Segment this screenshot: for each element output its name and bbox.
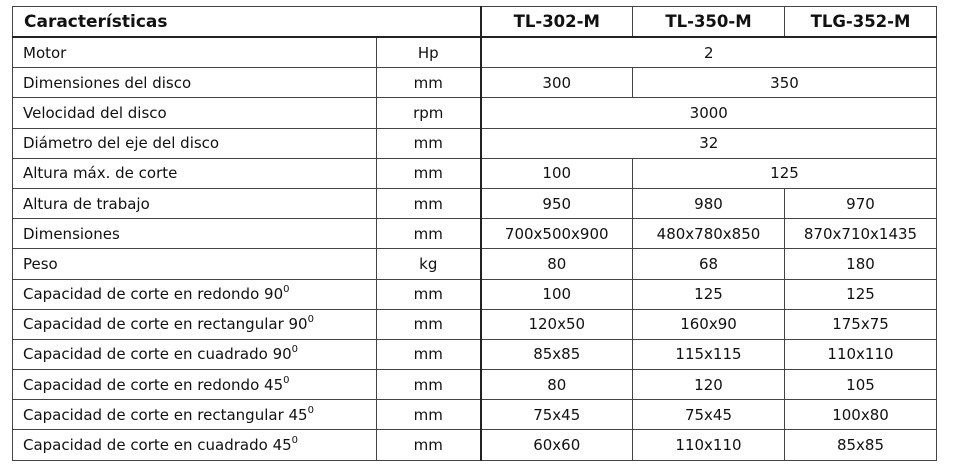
row-unit: mm — [377, 400, 481, 430]
table-row — [13, 128, 937, 158]
table-row — [13, 68, 937, 98]
row-value: 480x780x850 — [633, 219, 785, 249]
table-row — [13, 430, 937, 460]
row-label-text: Capacidad de corte en redondo 90 — [23, 285, 284, 304]
row-label-text: Motor — [23, 43, 67, 62]
row-unit: mm — [377, 279, 481, 309]
degree-superscript: 0 — [307, 404, 314, 416]
table-row — [13, 370, 937, 400]
row-value: 160x90 — [633, 309, 785, 339]
table-row — [13, 309, 937, 339]
row-value: 100 — [481, 158, 633, 188]
row-label — [13, 370, 377, 400]
row-value: 100x80 — [785, 400, 937, 430]
table-row — [13, 98, 937, 128]
row-value: 970 — [785, 188, 937, 218]
table-row — [13, 219, 937, 249]
row-unit: Hp — [377, 37, 481, 68]
row-value: 120x50 — [481, 309, 633, 339]
row-unit: mm — [377, 339, 481, 369]
row-value: 300 — [481, 68, 633, 98]
row-label-text: Peso — [23, 254, 58, 273]
row-value: 125 — [633, 279, 785, 309]
table-row — [13, 249, 937, 279]
row-value: 180 — [785, 249, 937, 279]
row-label-text: Capacidad de corte en cuadrado 90 — [23, 345, 292, 364]
row-label — [13, 309, 377, 339]
row-value: 85x85 — [481, 339, 633, 369]
row-unit: mm — [377, 219, 481, 249]
row-value: 110x110 — [633, 430, 785, 460]
degree-superscript: 0 — [283, 284, 290, 296]
spec-table-container — [12, 6, 937, 461]
row-value: 75x45 — [633, 400, 785, 430]
model-header-3: TLG-352-M — [785, 7, 937, 38]
table-title: Características — [13, 7, 481, 38]
row-label — [13, 339, 377, 369]
row-label-text: Capacidad de corte en cuadrado 45 — [23, 436, 292, 455]
row-label-text: Altura máx. de corte — [23, 164, 178, 183]
row-label-text: Altura de trabajo — [23, 194, 150, 213]
row-value: 175x75 — [785, 309, 937, 339]
row-unit: mm — [377, 68, 481, 98]
spec-table — [12, 6, 937, 461]
row-unit: kg — [377, 249, 481, 279]
row-label-text: Capacidad de corte en rectangular 45 — [23, 405, 308, 424]
row-value: 870x710x1435 — [785, 219, 937, 249]
row-value: 350 — [633, 68, 937, 98]
row-label-text: Dimensiones del disco — [23, 73, 192, 92]
row-value: 125 — [633, 158, 937, 188]
row-label-text: Diámetro del eje del disco — [23, 134, 220, 153]
row-value: 85x85 — [785, 430, 937, 460]
row-label-text: Capacidad de corte en redondo 45 — [23, 375, 284, 394]
row-label — [13, 430, 377, 460]
table-row — [13, 188, 937, 218]
table-row — [13, 158, 937, 188]
row-label — [13, 158, 377, 188]
row-label-text: Velocidad del disco — [23, 103, 167, 122]
table-row — [13, 400, 937, 430]
row-unit: mm — [377, 188, 481, 218]
row-unit: mm — [377, 309, 481, 339]
row-label-text: Capacidad de corte en rectangular 90 — [23, 315, 308, 334]
table-row — [13, 339, 937, 369]
row-value: 105 — [785, 370, 937, 400]
row-label — [13, 188, 377, 218]
row-label — [13, 128, 377, 158]
row-unit: mm — [377, 430, 481, 460]
row-label — [13, 98, 377, 128]
row-value: 32 — [481, 128, 937, 158]
row-value: 110x110 — [785, 339, 937, 369]
row-value: 80 — [481, 370, 633, 400]
row-label — [13, 400, 377, 430]
row-label — [13, 68, 377, 98]
model-header-2: TL-350-M — [633, 7, 785, 38]
degree-superscript: 0 — [283, 374, 290, 386]
row-label — [13, 37, 377, 68]
model-header-1: TL-302-M — [481, 7, 633, 38]
row-value: 980 — [633, 188, 785, 218]
table-row — [13, 279, 937, 309]
row-unit: mm — [377, 128, 481, 158]
table-row — [13, 37, 937, 68]
row-value: 125 — [785, 279, 937, 309]
degree-superscript: 0 — [291, 435, 299, 447]
row-label — [13, 279, 377, 309]
degree-superscript: 0 — [291, 344, 299, 356]
row-value: 115x115 — [633, 339, 785, 369]
row-label-text: Dimensiones — [23, 224, 120, 243]
table-header-row — [13, 7, 937, 38]
row-unit: mm — [377, 370, 481, 400]
table-body — [13, 37, 937, 460]
row-label — [13, 249, 377, 279]
row-value: 80 — [481, 249, 633, 279]
row-label — [13, 219, 377, 249]
row-value: 68 — [633, 249, 785, 279]
row-unit: mm — [377, 158, 481, 188]
degree-superscript: 0 — [307, 314, 314, 326]
row-value: 2 — [481, 37, 937, 68]
row-value: 3000 — [481, 98, 937, 128]
row-value: 60x60 — [481, 430, 633, 460]
row-value: 950 — [481, 188, 633, 218]
row-value: 700x500x900 — [481, 219, 633, 249]
row-value: 75x45 — [481, 400, 633, 430]
row-value: 120 — [633, 370, 785, 400]
row-unit: rpm — [377, 98, 481, 128]
row-value: 100 — [481, 279, 633, 309]
